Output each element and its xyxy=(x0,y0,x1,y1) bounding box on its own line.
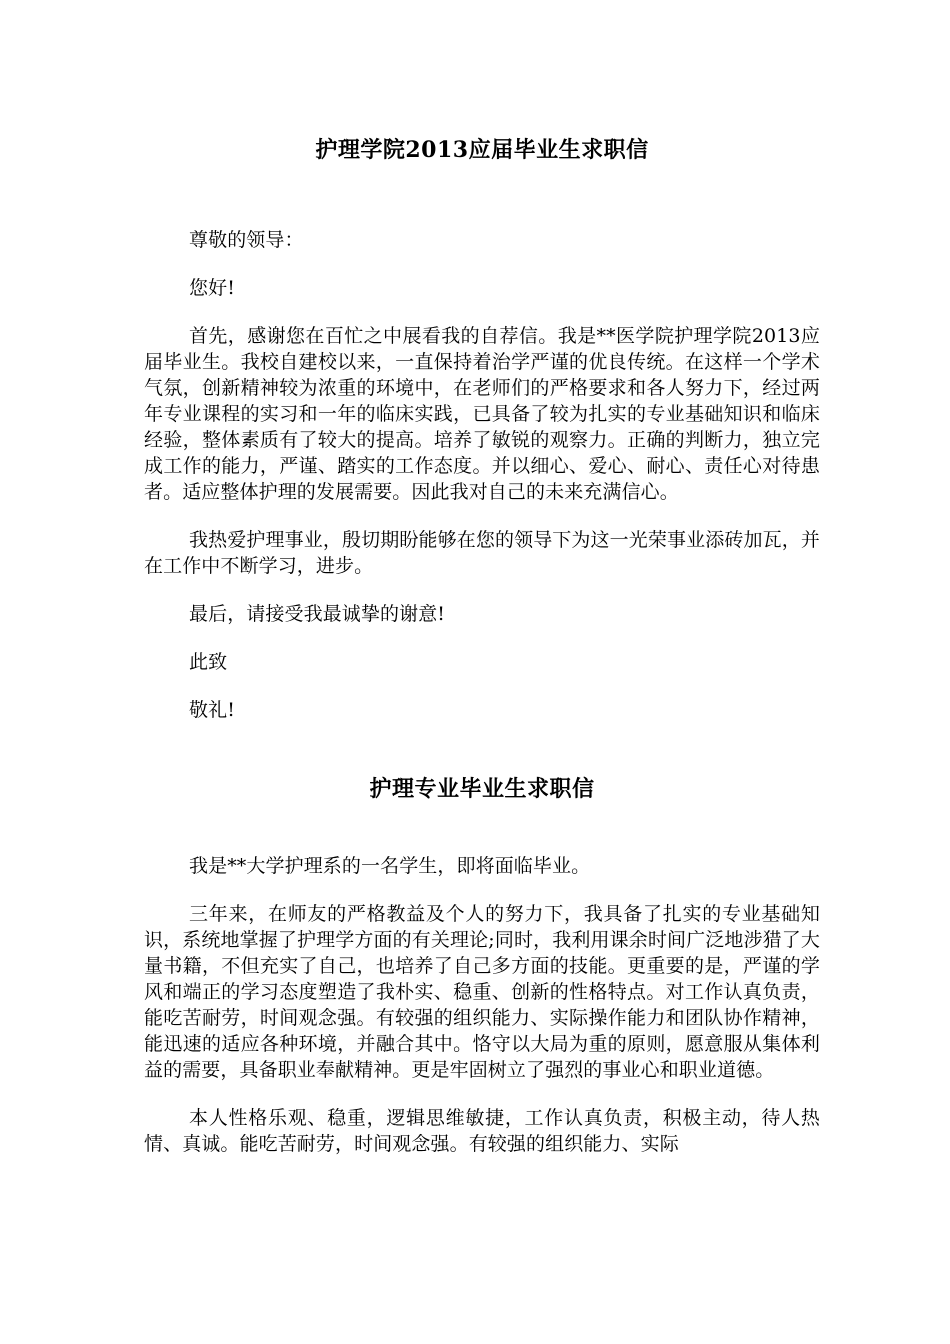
letter1-closing-2: 敬礼! xyxy=(189,699,235,721)
letter2-paragraph-3: 本人性格乐观、稳重，逻辑思维敏捷，工作认真负责，积极主动，待人热情、真诚。能吃苦耐劳，时间观念强。有较强的组织能力、实际 xyxy=(144,1107,820,1155)
letter2-title: 护理专业毕业生求职信 xyxy=(369,776,595,802)
letter1-salutation: 尊敬的领导： xyxy=(189,229,304,251)
letter2-paragraph-1: 我是**大学护理系的一名学生，即将面临毕业。 xyxy=(189,855,591,877)
letter2-paragraph-2: 三年来，在师友的严格教益及个人的努力下，我具备了扎实的专业基础知识，系统地掌握了护理学方面的有关理论;同时，我利用课余时间广泛地涉猎了大量书籍，不但充实了自己，也培养了自己多方面的技能。更重要的是，严谨的学风和端正的学习态度塑造了我朴实、稳重、创新的性格特点。对工作认真负责，能吃苦耐劳，时间观念强。有较强的组织能力、实际操作能力和团队协作精神，能迅速的适应各种环境，并融合其中。恪守以大局为重的原则，愿意服从集体利益的需要，具备职业奉献精神。更是牢固树立了强烈的事业心和职业道德。 xyxy=(144,903,820,1081)
letter1-paragraph-3: 最后，请接受我最诚挚的谢意! xyxy=(189,603,446,625)
letter1-title: 护理学院2013应届毕业生求职信 xyxy=(315,137,649,163)
letter1-paragraph-2: 我热爱护理事业，殷切期盼能够在您的领导下为这一光荣事业添砖加瓦，并在工作中不断学习，进步。 xyxy=(144,529,820,577)
letter1-paragraph-1: 首先，感谢您在百忙之中展看我的自荐信。我是**医学院护理学院2013应届毕业生。我校自建校以来，一直保持着治学严谨的优良传统。在这样一个学术气氛，创新精神较为浓重的环境中，在老师们的严格要求和各人努力下，经过两年专业课程的实习和一年的临床实践，已具备了较为扎实的专业基础知识和临床经验，整体素质有了较大的提高。培养了敏锐的观察力。正确的判断力，独立完成工作的能力，严谨、踏实的工作态度。并以细心、爱心、耐心、责任心对待患者。适应整体护理的发展需要。因此我对自己的未来充满信心。 xyxy=(144,325,820,503)
letter1-closing-1: 此致 xyxy=(189,651,228,673)
document-page xyxy=(144,0,820,1157)
letter1-greeting: 您好! xyxy=(189,277,235,299)
